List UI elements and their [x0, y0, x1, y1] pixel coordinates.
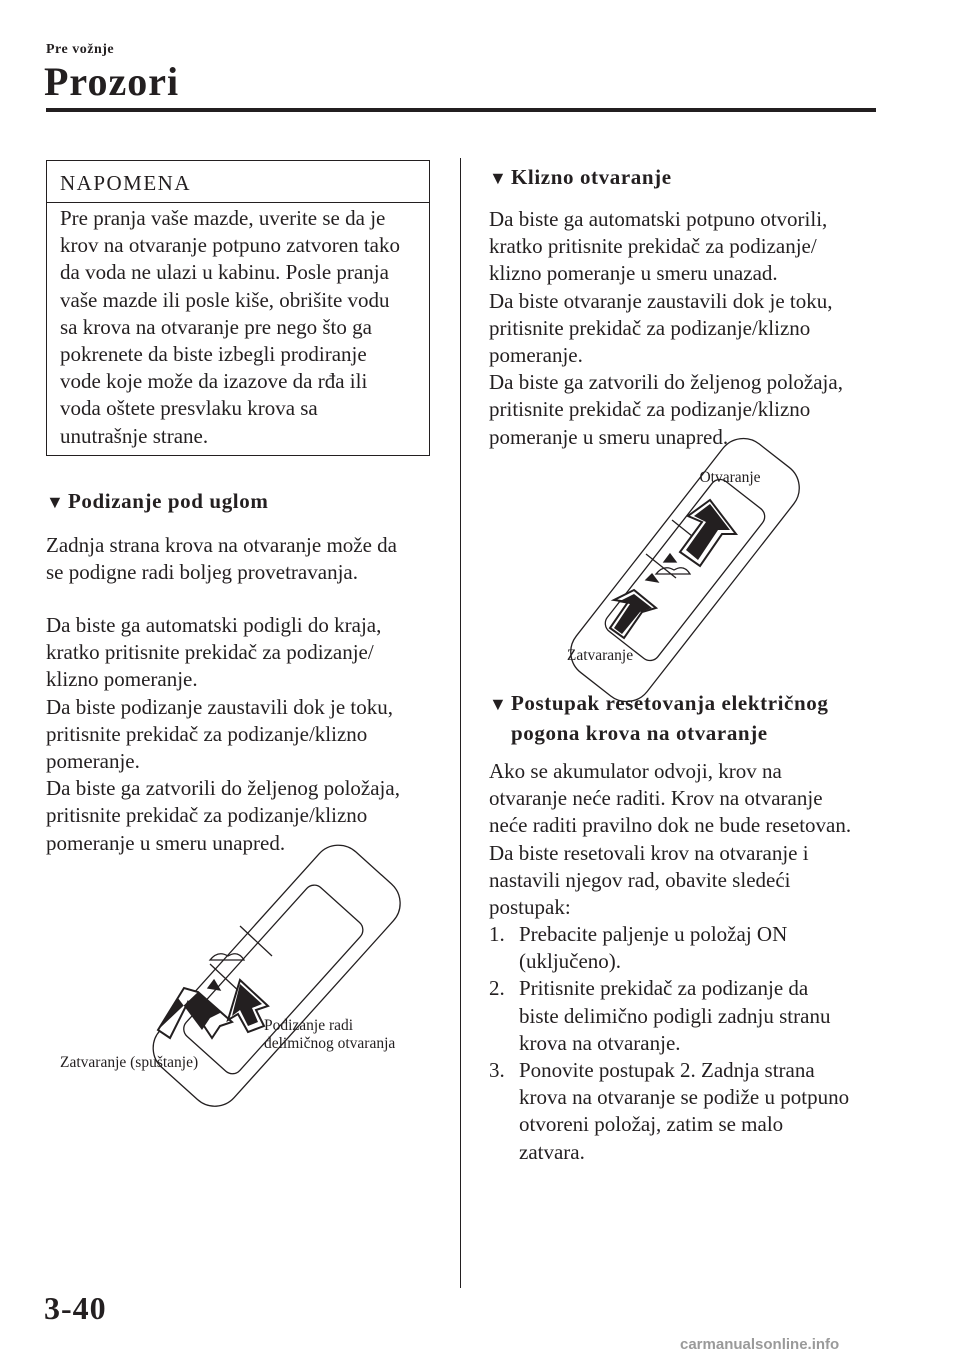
- step-text: Pritisnite prekidač za podizanje da biste delimično podigli zadnju stranu krova na otvaranje.: [519, 976, 831, 1055]
- page-number: 3-40: [44, 1290, 107, 1326]
- column-divider: [460, 158, 461, 1288]
- reset-steps-list: [489, 921, 909, 1166]
- reset-step: [489, 921, 909, 975]
- tilt-heading: [46, 486, 268, 517]
- tilt-figure-label-close: Zatvaranje (spuštanje): [60, 1054, 199, 1071]
- note-body: Pre pranja vaše mazde, uverite se da je krov na otvaranje potpuno zatvoren tako da voda ne ulazi u kabinu. Posle pranja vaše mazde ili posle kiše, obrišite vodu sa krova na otvaranje pre nego što ga pokrenete da biste izbegli prodiranje vode koje može da izazove da rđa ili voda oštete presvlaku krova sa unutrašnje strane.: [60, 206, 400, 448]
- reset-heading: [489, 688, 828, 748]
- reset-heading-text: Postupak resetovanja električnog pogona krova na otvaranje: [511, 691, 829, 745]
- triangle-down-icon: ▼: [489, 694, 508, 714]
- step-text: Ponovite postupak 2. Zadnja strana krova na otvaranje se podiže u potpuno otvoreni položaj, zatim se malo zatvara.: [519, 1058, 850, 1164]
- page-title: Prozori: [44, 59, 180, 104]
- tilt-mark-icon: [208, 980, 220, 990]
- slide-heading-text: Klizno otvaranje: [511, 165, 672, 189]
- triangle-down-icon: ▼: [489, 168, 508, 188]
- section-label: Pre vožnje: [46, 42, 115, 57]
- slide-heading: [489, 162, 672, 193]
- tilt-mark-icon: [646, 574, 658, 582]
- sunroof-icon: [656, 568, 690, 574]
- slide-switch-illustration: [560, 470, 810, 660]
- tilt-intro-paragraph: Zadnja strana krova na otvaranje može da se podigne radi boljeg provetravanja.: [46, 533, 398, 585]
- watermark: carmanualsonline.info: [680, 1336, 840, 1353]
- note-header: [47, 161, 429, 203]
- reset-intro-paragraph: Ako se akumulator odvoji, krov na otvaranje neće raditi. Krov na otvaranje neće raditi pravilno dok ne bude resetovan. Da biste resetovali krov na otvaranje i nastavili njegov rad, obavite sledeći postupak:: [489, 759, 852, 920]
- title-divider: [46, 108, 876, 112]
- note-box: [46, 160, 430, 456]
- switch-segment-line: [240, 926, 272, 956]
- reset-step: [489, 1057, 909, 1166]
- note-title: NAPOMENA: [60, 171, 192, 195]
- step-number: 3.: [489, 1058, 505, 1083]
- slide-figure-label-close: Zatvaranje: [566, 647, 634, 664]
- triangle-down-icon: ▼: [46, 492, 65, 512]
- step-text: Prebacite paljenje u položaj ON (uključeno).: [519, 922, 788, 974]
- tilt-figure-label-tilt: Podizanje radi delimičnog otvaranja: [264, 1017, 396, 1052]
- tilt-heading-text: Podizanje pod uglom: [68, 489, 269, 513]
- tilt-mark-icon: [664, 554, 676, 562]
- step-number: 1.: [489, 922, 505, 946]
- slide-figure-label-open: Otvaranje: [699, 469, 761, 486]
- switch-panel-outline: [142, 835, 410, 1117]
- slide-instructions-paragraph: Da biste ga automatski potpuno otvorili, kratko pritisnite prekidač za podizanje/ klizno pomeranje u smeru unazad. Da biste otvaranje zaustavili dok je toku, pritisnite prekidač za podizanje/klizno pomeranje. Da biste ga zatvorili do željenog položaja, pritisnite prekidač za podizanje/klizno pomeranje u smeru unapred.: [489, 207, 843, 449]
- tilt-instructions-paragraph: Da biste ga automatski podigli do kraja, kratko pritisnite prekidač za podizanje/ klizno pomeranje. Da biste podizanje zaustavili dok je toku, pritisnite prekidač za podizanje/klizno pomeranje. Da biste ga zatvorili do željenog položaja, pritisnite prekidač za podizanje/klizno pomeranje u smeru unapred.: [46, 613, 400, 855]
- reset-step: [489, 975, 909, 1057]
- step-number: 2.: [489, 976, 505, 1001]
